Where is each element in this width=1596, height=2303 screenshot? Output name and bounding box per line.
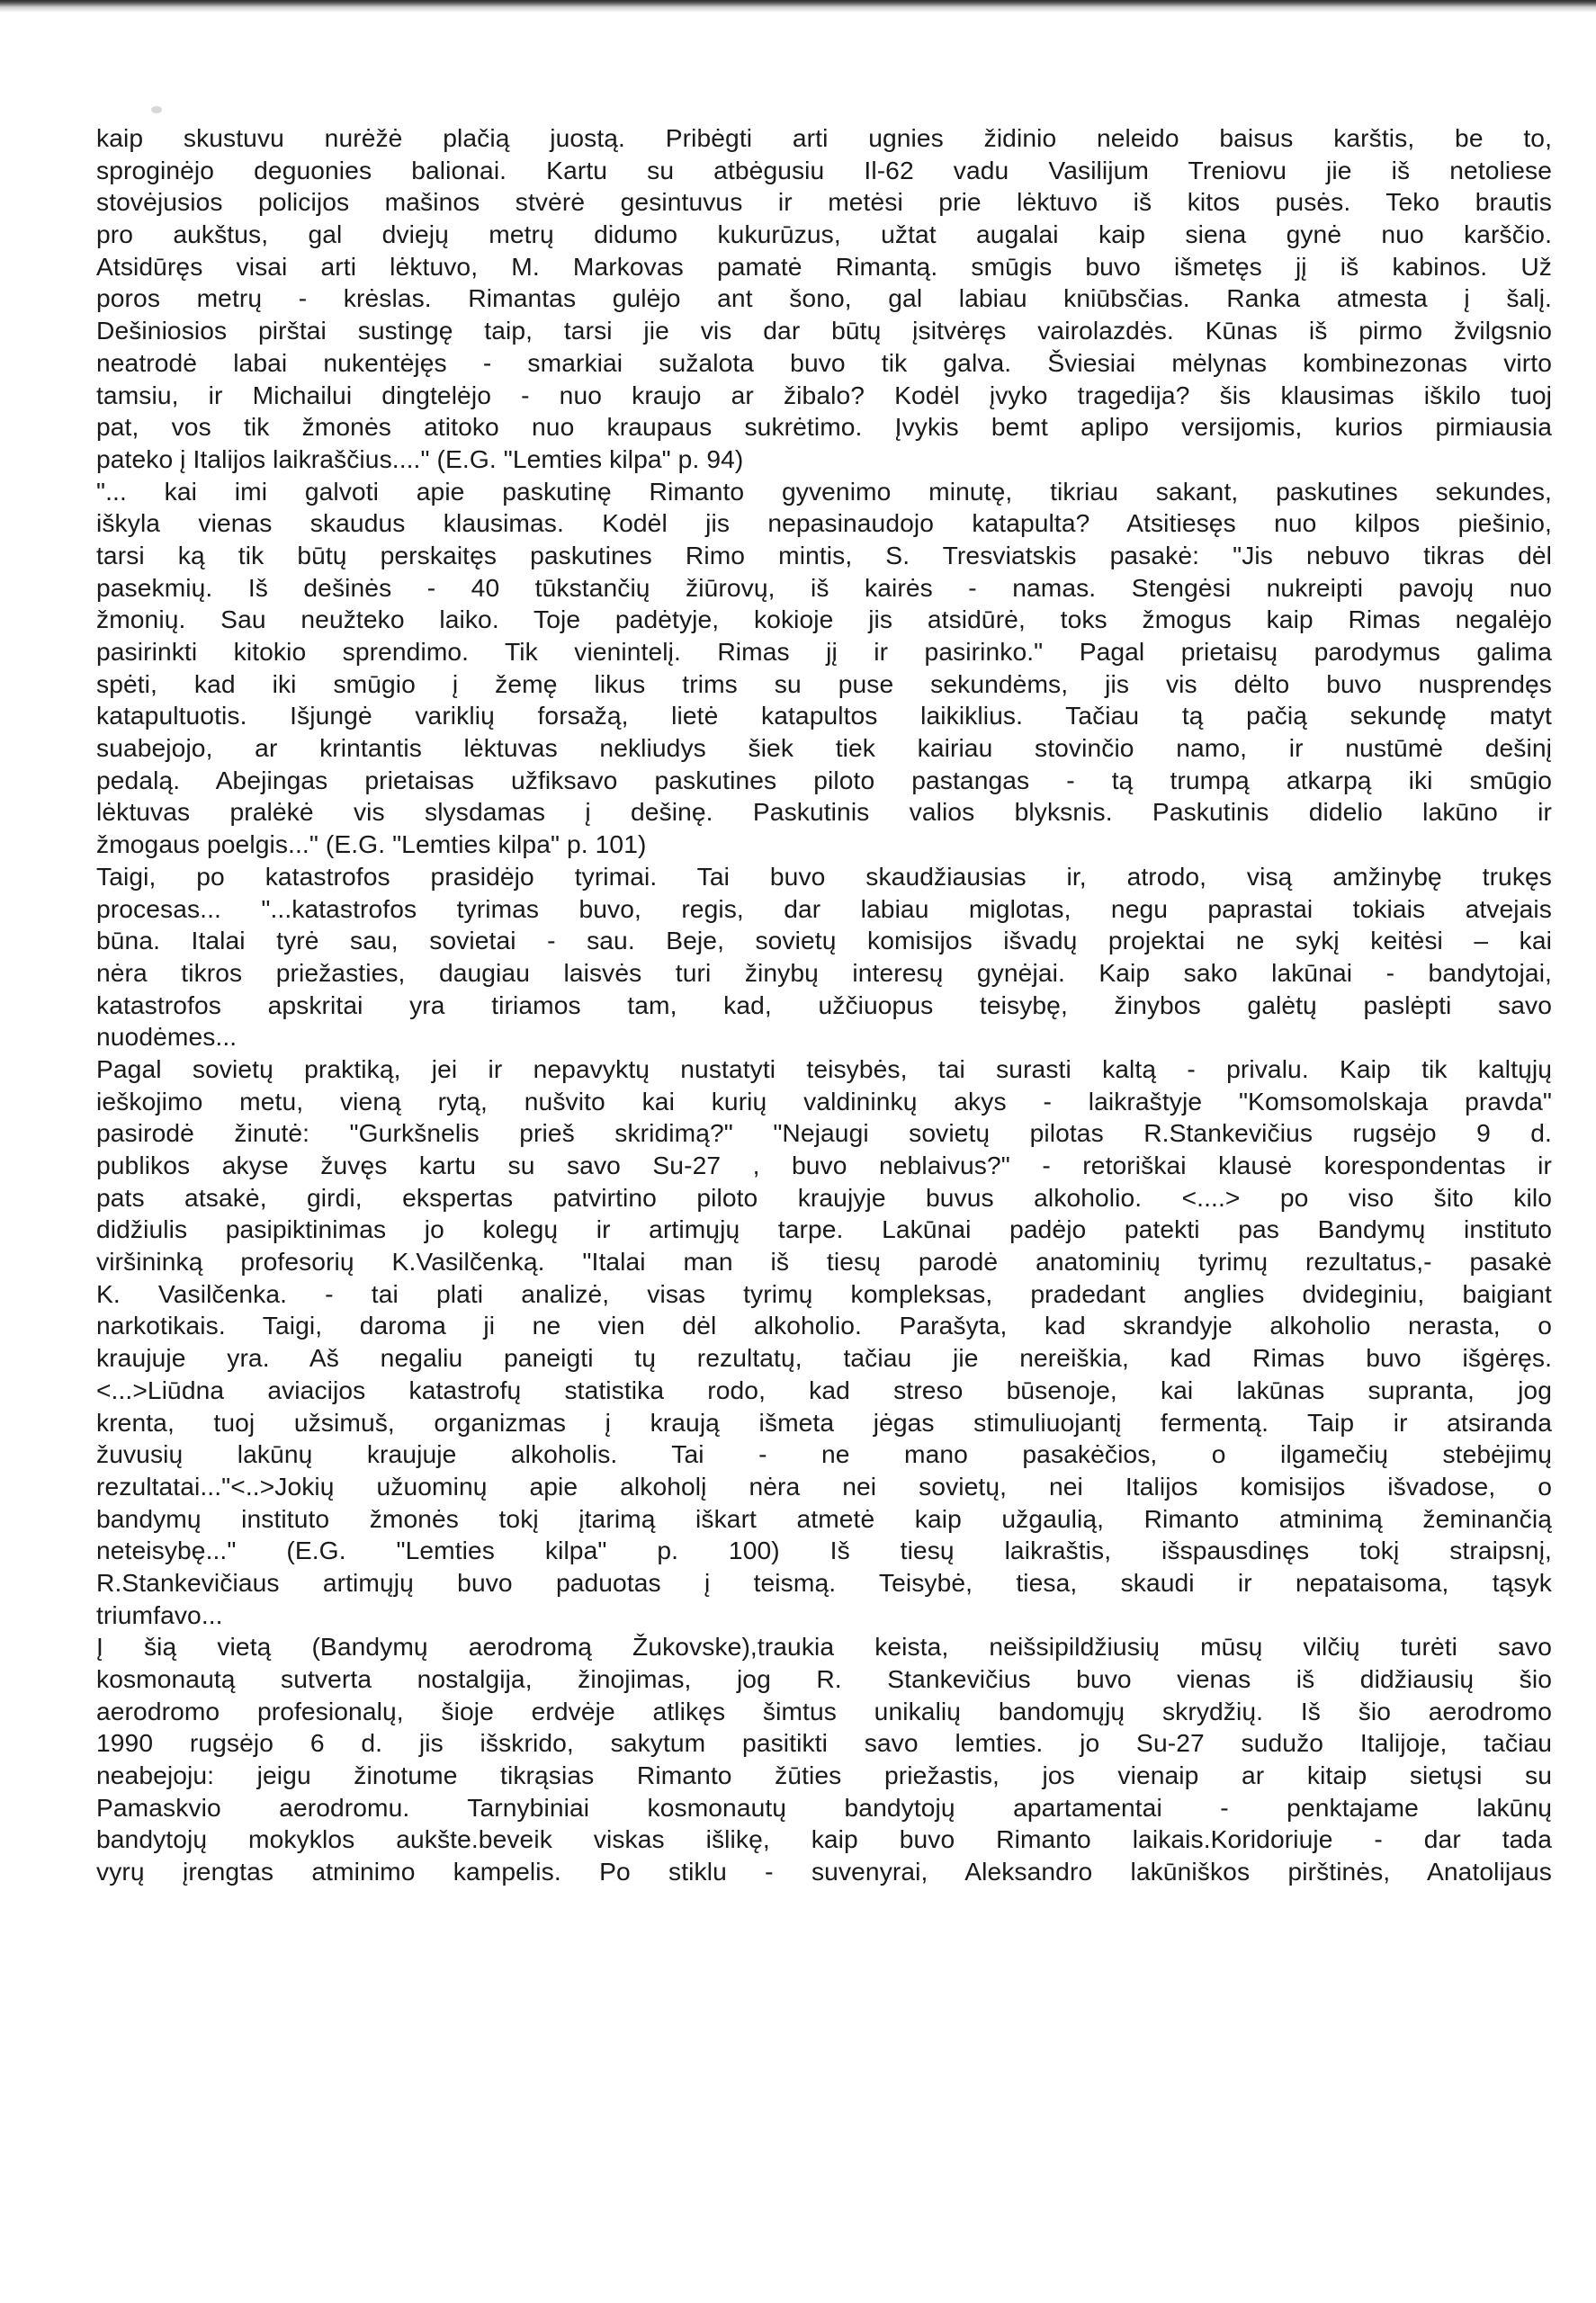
text-line: spėti, kad iki smūgio į žemę likus trims su puse sekundėms, jis vis dėlto buvo nusprendęs [96, 668, 1552, 698]
text-line: kraujuje yra. Aš negaliu paneigti tų rezultatų, tačiau jie nereiškia, kad Rimas buvo išgėręs. [96, 1343, 1552, 1373]
text-line: pateko į Italijos laikraščius...." (E.G. "Lemties kilpa" p. 94) [96, 444, 744, 473]
scan-speck [151, 106, 162, 113]
text-line: iškyla vienas skaudus klausimas. Kodėl jis nepasinaudojo katapulta? Atsitiesęs nuo kilpos piešinio, [96, 508, 1552, 538]
text-line: aerodromo profesionalų, šioje erdvėje atlikęs šimtus unikalių bandomųjų skrydžių. Iš šio aerodromo [96, 1696, 1552, 1725]
text-line: stovėjusios policijos mašinos stvėrė gesintuvus ir metėsi prie lėktuvo iš kitos pusės. Teko brautis [96, 187, 1552, 217]
text-line: lėktuvas pralėkė vis slysdamas į dešinę. Paskutinis valios blyksnis. Paskutinis didelio lakūno ir [96, 797, 1552, 827]
text-line: poros metrų - krėslas. Rimantas gulėjo ant šono, gal labiau kniūbsčias. Ranka atmesta į šalį. [96, 283, 1552, 313]
text-line: kaip skustuvu nurėžė plačią juostą. Pribėgti arti ugnies židinio neleido baisus karštis, be to, [96, 123, 1552, 152]
text-line: tarsi ką tik būtų perskaitęs paskutines Rimo mintis, S. Tresviatskis pasakė: "Jis nebuvo tikras dėl [96, 540, 1552, 569]
text-line: procesas... "...katastrofos tyrimas buvo, regis, dar labiau miglotas, negu paprastai tokiais atvejais [96, 893, 1552, 923]
text-line: sproginėjo deguonies balionai. Kartu su atbėgusiu Il-62 vadu Vasilijum Treniovu jie iš netoliese [96, 155, 1552, 184]
text-line: Pamaskvio aerodromu. Tarnybiniai kosmonautų bandytojų apartamentai - penktajame lakūnų [96, 1792, 1552, 1822]
text-line: bandymų instituto žmonės tokį įtarimą iškart atmetė kaip užgaulią, Rimanto atminimą žeminančią [96, 1503, 1552, 1533]
text-line: ieškojimo metu, vieną rytą, nušvito kai kurių valdininkų akys - laikraštyje "Komsomolskaja pravda" [96, 1086, 1552, 1116]
text-line: triumfavo... [96, 1600, 223, 1629]
text-line: tamsiu, ir Michailui dingtelėjo - nuo kraujo ar žibalo? Kodėl įvyko tragedija? šis klausimas iškilo tuoj [96, 380, 1552, 409]
text-line: K. Vasilčenka. - tai plati analizė, visas tyrimų kompleksas, pradedant anglies dvideginiu, baigiant [96, 1278, 1552, 1308]
text-line: didžiulis pasipiktinimas jo kolegų ir artimųjų tarpe. Lakūnai padėjo patekti pas Bandymų instituto [96, 1214, 1552, 1244]
text-line: neteisybę..." (E.G. "Lemties kilpa" p. 100) Iš tiesų laikraštis, išspausdinęs tokį straipsnį, [96, 1536, 1552, 1565]
text-line: vyrų įrengtas atminimo kampelis. Po stiklu - suvenyrai, Aleksandro lakūniškos pirštinės, Anatolijaus [96, 1857, 1552, 1886]
text-line: žmonių. Sau neužteko laiko. Toje padėtyje, kokioje jis atsidūrė, toks žmogus kaip Rimas negalėjo [96, 605, 1552, 634]
text-line: pats atsakė, girdi, ekspertas patvirtino piloto kraujyje buvus alkoholio. <....> po viso šito kilo [96, 1182, 1552, 1212]
text-line: kosmonautą sutverta nostalgija, žinojimas, jog R. Stankevičius buvo vienas iš didžiausių šio [96, 1664, 1552, 1693]
text-line: bandytojų mokyklos aukšte.beveik viskas išlikę, kaip buvo Rimanto laikais.Koridoriuje - dar tada [96, 1824, 1552, 1854]
text-line: Taigi, po katastrofos prasidėjo tyrimai. Tai buvo skaudžiausias ir, atrodo, visą amžinybę trukęs [96, 861, 1552, 891]
text-line: viršininką profesorių K.Vasilčenką. "Italai man iš tiesų parodė anatominių tyrimų rezultatus,- pasakė [96, 1247, 1552, 1277]
text-line: publikos akyse žuvęs kartu su savo Su-27 , buvo neblaivus?" - retoriškai klausė korespondentas ir [96, 1151, 1552, 1179]
text-line: pasekmių. Iš dešinės - 40 tūkstančių žiūrovų, iš kairės - namas. Stengėsi nukreipti pavojų nuo [96, 572, 1552, 602]
text-line: žmogaus poelgis..." (E.G. "Lemties kilpa" p. 101) [96, 829, 647, 859]
text-line: nuodėmes... [96, 1022, 238, 1052]
text-line: Dešiniosios pirštai sustingę taip, tarsi jie vis dar būtų įsitvėręs vairolazdės. Kūnas iš pirmo žvilgsnio [96, 316, 1552, 345]
text-line: "... kai imi galvoti apie paskutinę Rimanto gyvenimo minutę, tikriau sakant, paskutines sekundes, [96, 476, 1552, 506]
text-line: suabejojo, ar krintantis lėktuvas nekliudys šiek tiek kairiau stovinčio namo, ir nustūmė dešinį [96, 733, 1552, 763]
text-line: neatrodė labai nukentėjęs - smarkiai sužalota buvo tik galva. Šviesiai mėlynas kombinezonas virto [96, 347, 1552, 377]
text-line: nėra tikros priežasties, daugiau laisvės turi žinybų interesų gynėjai. Kaip sako lakūnai - bandytojai, [96, 957, 1552, 987]
text-line: pedalą. Abejingas prietaisas užfiksavo paskutines piloto pastangas - tą trumpą atkarpą iki smūgio [96, 765, 1552, 794]
text-line: pat, vos tik žmonės atitoko nuo kraupaus sukrėtimo. Įvykis bemt aplipo versijomis, kurios pirmiausia [96, 412, 1552, 442]
text-line: pro aukštus, gal dviejų metrų didumo kukurūzus, užtat augalai kaip siena gynė nuo karščio. [96, 220, 1552, 249]
text-line: <...>Liūdna aviacijos katastrofų statistika rodo, kad streso būsenoje, kai lakūnas supranta, jog [96, 1375, 1552, 1404]
text-line: neabejoju: jeigu žinotume tikrąsias Rimanto žūties priežastis, jos vienaip ar kitaip sietųsi su [96, 1761, 1552, 1790]
text-line: pasirodė žinutė: "Gurkšnelis prieš skridimą?" "Nejaugi sovietų pilotas R.Stankevičius rugsėjo 9 d. [96, 1118, 1552, 1148]
text-line: žuvusių lakūnų kraujuje alkoholis. Tai - ne mano pasakėčios, o ilgamečių stebėjimų [96, 1439, 1552, 1469]
text-line: katastrofos apskritai yra tiriamos tam, kad, užčiuopus teisybę, žinybos galėtų paslėpti savo [96, 990, 1552, 1019]
text-line: Atsidūręs visai arti lėktuvo, M. Markovas pamatė Rimantą. smūgis buvo išmetęs jį iš kabinos. Už [96, 251, 1552, 281]
text-line: Į šią vietą (Bandymų aerodromą Žukovske),traukia keista, neišsipildžiusių mūsų vilčių turėti savo [96, 1632, 1552, 1662]
text-line: R.Stankevičiaus artimųjų buvo paduotas į teismą. Teisybė, tiesa, skaudi ir nepataisoma, tąsyk [96, 1567, 1552, 1597]
text-line: Pagal sovietų praktiką, jei ir nepavyktų nustatyti teisybės, tai surasti kaltą - privalu. Kaip tik kaltųjų [96, 1053, 1552, 1083]
text-line: 1990 rugsėjo 6 d. jis išskrido, sakytum pasitikti savo lemties. jo Su-27 sudužo Italijoje, tačiau [96, 1728, 1552, 1758]
document-body [96, 122, 1552, 1888]
text-line: rezultatai..."<..>Jokių užuominų apie alkoholį nėra nei sovietų, nei Italijos komisijos išvadose, o [96, 1471, 1552, 1501]
text-line: narkotikais. Taigi, daroma ji ne vien dėl alkoholio. Parašyta, kad skrandyje alkoholio nerasta, o [96, 1311, 1552, 1340]
text-line: būna. Italai tyrė sau, sovietai - sau. Beje, sovietų komisijos išvadų projektai ne sykį keitėsi – kai [96, 926, 1552, 955]
text-line: pasirinkti kitokio sprendimo. Tik vienintelį. Rimas jį ir pasirinko." Pagal prietaisų parodymus galima [96, 637, 1552, 666]
text-line: krenta, tuoj užsimuš, organizmas į kraują išmeta jėgas stimuliuojantį fermentą. Taip ir atsiranda [96, 1407, 1552, 1437]
scan-top-edge [0, 0, 1596, 13]
text-line: katapultuotis. Išjungė variklių forsažą, lietė katapultos laikiklius. Tačiau tą pačią sekundę matyt [96, 701, 1552, 730]
